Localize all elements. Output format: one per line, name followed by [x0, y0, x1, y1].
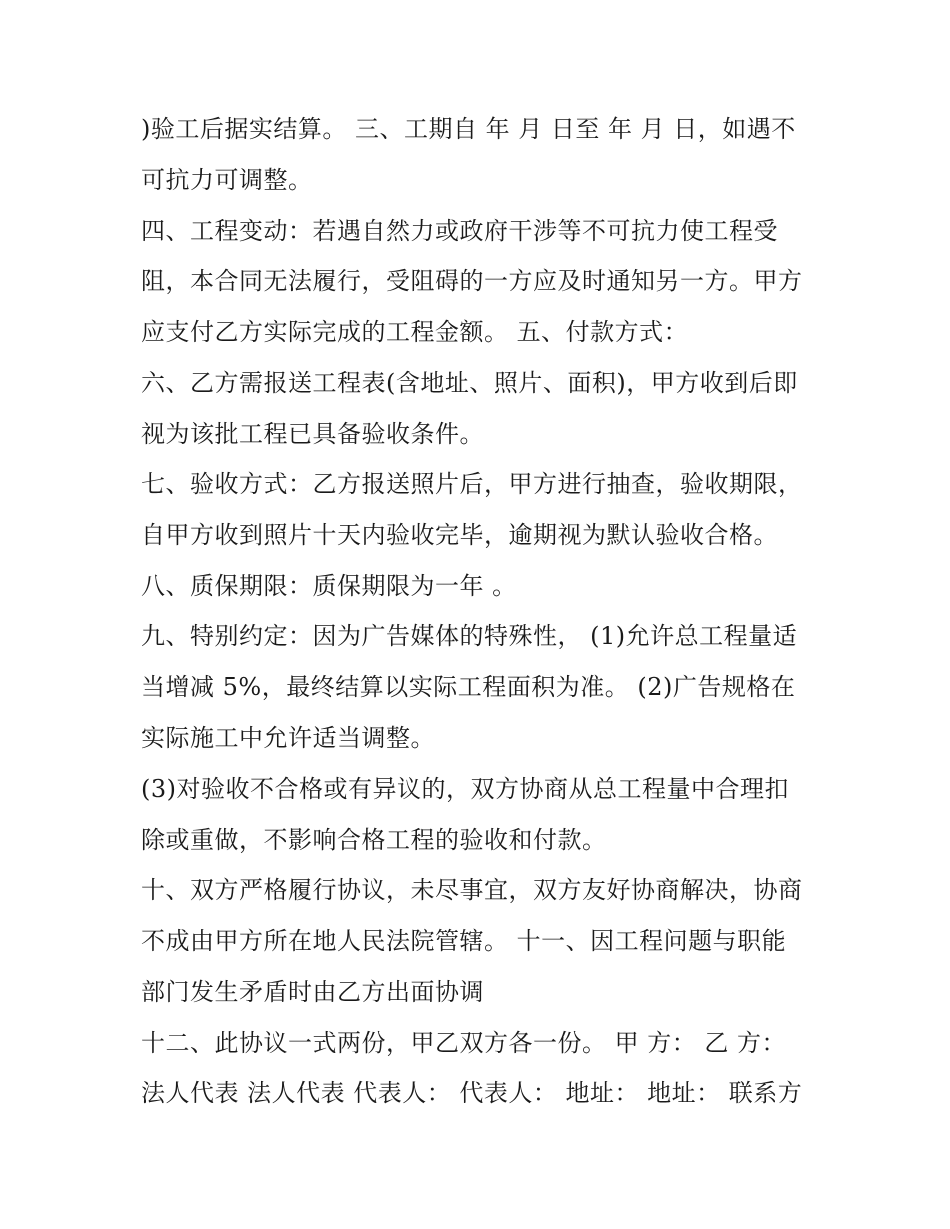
text-line: 八、质保期限：质保期限为一年 。 [141, 572, 517, 600]
text-line: (3)对验收不合格或有异议的，双方协商从总工程量中合理扣 [141, 775, 789, 803]
text-line: 当增减 5%，最终结算以实际工程面积为准。 (2)广告规格在 [141, 673, 796, 701]
text-line: 十二、此协议一式两份，甲乙双方各一份。 甲 方： 乙 方： [141, 1029, 787, 1057]
text-line: )验工后据实结算。 三、工期自 年 月 日至 年 月 日，如遇不 [141, 115, 796, 143]
text-line: 除或重做，不影响合格工程的验收和付款。 [141, 826, 607, 854]
text-line: 自甲方收到照片十天内验收完毕，逾期视为默认验收合格。 [141, 521, 778, 549]
text-line: 阻，本合同无法履行，受阻碍的一方应及时通知另一方。甲方 [141, 267, 803, 295]
text-line: 部门发生矛盾时由乙方出面协调 [141, 978, 484, 1006]
text-line: 实际施工中允许适当调整。 [141, 724, 435, 752]
text-line: 九、特别约定：因为广告媒体的特殊性， (1)允许总工程量适 [141, 622, 798, 650]
text-line: 四、工程变动：若遇自然力或政府干涉等不可抗力使工程受 [141, 217, 778, 245]
text-line: 七、验收方式：乙方报送照片后，甲方进行抽查，验收期限， [141, 470, 803, 498]
text-line: 十、双方严格履行协议，未尽事宜，双方友好协商解决，协商 [141, 876, 803, 904]
text-line: 六、乙方需报送工程表(含地址、照片、面积)，甲方收到后即 [141, 369, 798, 397]
text-line: 可抗力可调整。 [141, 166, 313, 194]
text-line: 不成由甲方所在地人民法院管辖。 十一、因工程问题与职能 [141, 927, 787, 955]
text-line: 应支付乙方实际完成的工程金额。 五、付款方式： [141, 318, 689, 346]
text-line: 法人代表 法人代表 代表人： 代表人： 地址： 地址： 联系方 [141, 1079, 803, 1107]
text-line: 视为该批工程已具备验收条件。 [141, 420, 484, 448]
